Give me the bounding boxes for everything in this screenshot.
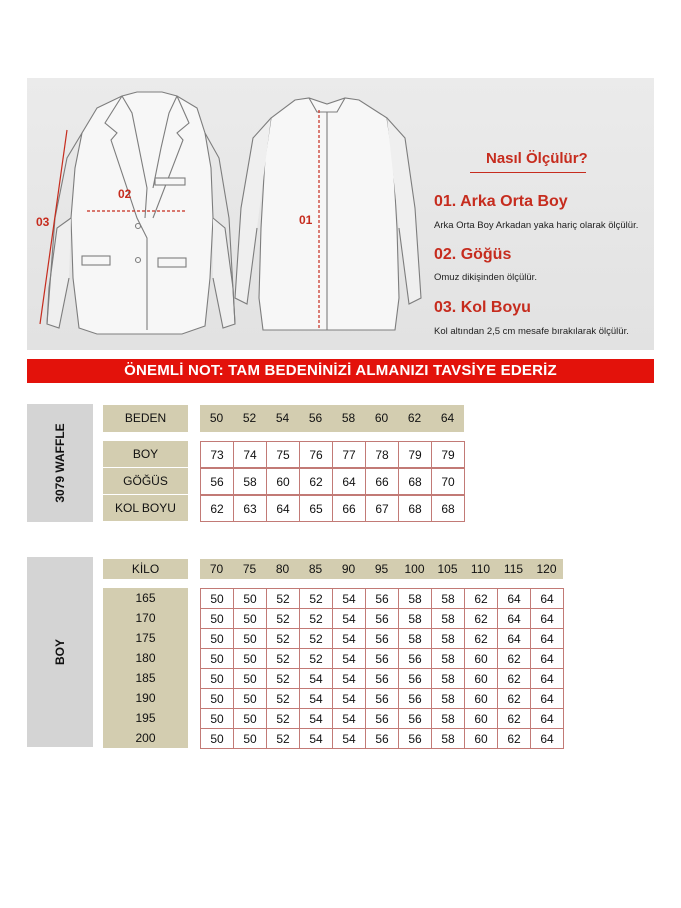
size-cell: 56	[200, 468, 234, 495]
fit-cell: 64	[530, 588, 564, 609]
size-table-side-text: 3079 WAFFLE	[53, 423, 67, 503]
fit-cell: 60	[464, 708, 498, 729]
size-cell: 62	[299, 468, 333, 495]
size-cell: 79	[398, 441, 432, 468]
fit-cell: 58	[431, 608, 465, 629]
fit-cell: 60	[464, 668, 498, 689]
size-cell: 68	[398, 468, 432, 495]
weight-header-cell: 80	[266, 559, 299, 579]
fit-cell: 52	[299, 588, 333, 609]
fit-cell: 50	[233, 588, 267, 609]
measurement-illustration-panel	[27, 78, 654, 350]
fit-cell: 50	[233, 648, 267, 669]
fit-cell: 52	[266, 688, 300, 709]
label-02: 02	[118, 187, 132, 201]
fit-cell: 56	[365, 648, 399, 669]
size-header-cell: 58	[332, 405, 365, 432]
fit-cell: 58	[398, 588, 432, 609]
fit-cell: 50	[233, 728, 267, 749]
fit-cell: 54	[332, 648, 366, 669]
fit-cell: 58	[431, 628, 465, 649]
height-row-label: 180	[103, 648, 188, 668]
fit-cell: 54	[332, 688, 366, 709]
fit-cell: 64	[530, 668, 564, 689]
fit-cell: 58	[431, 648, 465, 669]
jacket-illustration	[27, 78, 654, 350]
fit-cell: 64	[530, 728, 564, 749]
fit-cell: 52	[266, 648, 300, 669]
fit-cell: 50	[233, 608, 267, 629]
fit-cell: 50	[233, 708, 267, 729]
jacket-back-drawing	[235, 98, 421, 330]
weight-header-cell: 90	[332, 559, 365, 579]
fit-cell: 54	[299, 688, 333, 709]
fit-cell: 52	[266, 628, 300, 649]
size-row-label: KOL BOYU	[103, 495, 188, 521]
jacket-front-drawing	[47, 92, 235, 334]
fit-cell: 52	[266, 708, 300, 729]
size-cell: 62	[200, 495, 234, 522]
fit-cell: 62	[464, 628, 498, 649]
fit-cell: 52	[266, 728, 300, 749]
fit-cell: 62	[497, 648, 531, 669]
fit-cell: 56	[398, 648, 432, 669]
fit-cell: 54	[299, 728, 333, 749]
fit-cell: 50	[200, 628, 234, 649]
fit-cell: 62	[497, 688, 531, 709]
size-cell: 77	[332, 441, 366, 468]
label-01: 01	[299, 213, 313, 227]
weight-header-cell: 105	[431, 559, 464, 579]
size-table-side-label	[27, 404, 93, 522]
size-header-cell: 54	[266, 405, 299, 432]
fit-cell: 56	[365, 708, 399, 729]
weight-header-cell: 120	[530, 559, 563, 579]
fit-cell: 58	[431, 708, 465, 729]
size-cell: 79	[431, 441, 465, 468]
height-row-label: 175	[103, 628, 188, 648]
fit-cell: 54	[332, 708, 366, 729]
fit-cell: 64	[497, 628, 531, 649]
fit-cell: 56	[365, 668, 399, 689]
size-cell: 64	[332, 468, 366, 495]
size-header-cell: 64	[431, 405, 464, 432]
fit-cell: 64	[530, 648, 564, 669]
size-header-cell: 60	[365, 405, 398, 432]
fit-cell: 60	[464, 728, 498, 749]
size-cell: 76	[299, 441, 333, 468]
weight-header-cell: 75	[233, 559, 266, 579]
size-cell: 60	[266, 468, 300, 495]
fit-cell: 50	[200, 688, 234, 709]
height-row-label: 185	[103, 668, 188, 688]
fit-cell: 54	[332, 608, 366, 629]
fit-cell: 60	[464, 648, 498, 669]
height-row-label: 200	[103, 728, 188, 748]
size-cell: 58	[233, 468, 267, 495]
size-cell: 68	[431, 495, 465, 522]
fit-cell: 58	[398, 608, 432, 629]
fit-cell: 64	[497, 588, 531, 609]
weight-header-cell: 85	[299, 559, 332, 579]
step-3-desc: Kol altından 2,5 cm mesafe bırakılarak ölçülür.	[434, 326, 629, 337]
fit-cell: 50	[200, 608, 234, 629]
size-cell: 67	[365, 495, 399, 522]
fit-cell: 58	[431, 728, 465, 749]
fit-table-side-label	[27, 557, 93, 747]
weight-header-cell: 100	[398, 559, 431, 579]
size-header-label: BEDEN	[103, 405, 188, 432]
fit-cell: 50	[200, 648, 234, 669]
fit-cell: 62	[464, 588, 498, 609]
howto-title: Nasıl Ölçülür?	[486, 150, 588, 167]
fit-cell: 54	[332, 628, 366, 649]
fit-cell: 64	[530, 688, 564, 709]
fit-cell: 58	[431, 588, 465, 609]
height-row-label: 165	[103, 588, 188, 608]
fit-cell: 54	[299, 708, 333, 729]
height-row-label: 195	[103, 708, 188, 728]
size-cell: 65	[299, 495, 333, 522]
fit-cell: 54	[332, 728, 366, 749]
step-1-heading: 01. Arka Orta Boy	[434, 193, 568, 210]
fit-cell: 64	[530, 608, 564, 629]
size-cell: 63	[233, 495, 267, 522]
height-row-label: 190	[103, 688, 188, 708]
fit-cell: 56	[398, 728, 432, 749]
fit-cell: 62	[497, 708, 531, 729]
size-row-label: BOY	[103, 441, 188, 467]
fit-cell: 50	[200, 708, 234, 729]
important-note-banner: ÖNEMLİ NOT: TAM BEDENİNİZİ ALMANIZI TAVSİYE EDERİZ	[27, 359, 654, 383]
weight-header-cell: 95	[365, 559, 398, 579]
fit-cell: 56	[365, 728, 399, 749]
fit-cell: 56	[365, 608, 399, 629]
fit-table-side-text: BOY	[53, 638, 67, 666]
fit-cell: 54	[299, 668, 333, 689]
howto-underline	[470, 172, 586, 173]
weight-header-cell: 70	[200, 559, 233, 579]
fit-cell: 52	[299, 648, 333, 669]
size-cell: 78	[365, 441, 399, 468]
fit-cell: 56	[398, 708, 432, 729]
fit-cell: 56	[365, 588, 399, 609]
fit-cell: 56	[365, 628, 399, 649]
fit-cell: 50	[200, 728, 234, 749]
size-header-cell: 50	[200, 405, 233, 432]
fit-cell: 64	[530, 708, 564, 729]
step-2-desc: Omuz dikişinden ölçülür.	[434, 272, 537, 283]
fit-cell: 50	[233, 688, 267, 709]
size-cell: 75	[266, 441, 300, 468]
fit-cell: 62	[497, 728, 531, 749]
size-row-label: GÖĞÜS	[103, 468, 188, 494]
fit-cell: 52	[266, 668, 300, 689]
fit-cell: 56	[398, 688, 432, 709]
fit-cell: 50	[200, 668, 234, 689]
fit-cell: 54	[332, 668, 366, 689]
height-row-label: 170	[103, 608, 188, 628]
step-3-heading: 03. Kol Boyu	[434, 299, 531, 316]
weight-header-cell: 110	[464, 559, 497, 579]
size-cell: 66	[365, 468, 399, 495]
weight-header-cell: 115	[497, 559, 530, 579]
step-2-heading: 02. Göğüs	[434, 246, 512, 263]
size-header-cell: 52	[233, 405, 266, 432]
fit-cell: 64	[530, 628, 564, 649]
fit-cell: 56	[365, 688, 399, 709]
fit-cell: 50	[233, 668, 267, 689]
fit-cell: 62	[464, 608, 498, 629]
fit-cell: 52	[266, 588, 300, 609]
size-header-cell: 56	[299, 405, 332, 432]
fit-cell: 60	[464, 688, 498, 709]
label-03: 03	[36, 215, 50, 229]
size-header-cell: 62	[398, 405, 431, 432]
size-cell: 66	[332, 495, 366, 522]
fit-cell: 58	[431, 688, 465, 709]
size-cell: 74	[233, 441, 267, 468]
fit-header-label: KİLO	[103, 559, 188, 579]
fit-cell: 52	[266, 608, 300, 629]
fit-cell: 50	[233, 628, 267, 649]
fit-cell: 64	[497, 608, 531, 629]
fit-cell: 58	[398, 628, 432, 649]
size-cell: 68	[398, 495, 432, 522]
fit-cell: 58	[431, 668, 465, 689]
size-cell: 70	[431, 468, 465, 495]
fit-cell: 54	[332, 588, 366, 609]
fit-cell: 52	[299, 608, 333, 629]
fit-cell: 56	[398, 668, 432, 689]
fit-cell: 50	[200, 588, 234, 609]
size-cell: 73	[200, 441, 234, 468]
size-cell: 64	[266, 495, 300, 522]
step-1-desc: Arka Orta Boy Arkadan yaka hariç olarak ölçülür.	[434, 220, 639, 231]
fit-cell: 52	[299, 628, 333, 649]
fit-cell: 62	[497, 668, 531, 689]
